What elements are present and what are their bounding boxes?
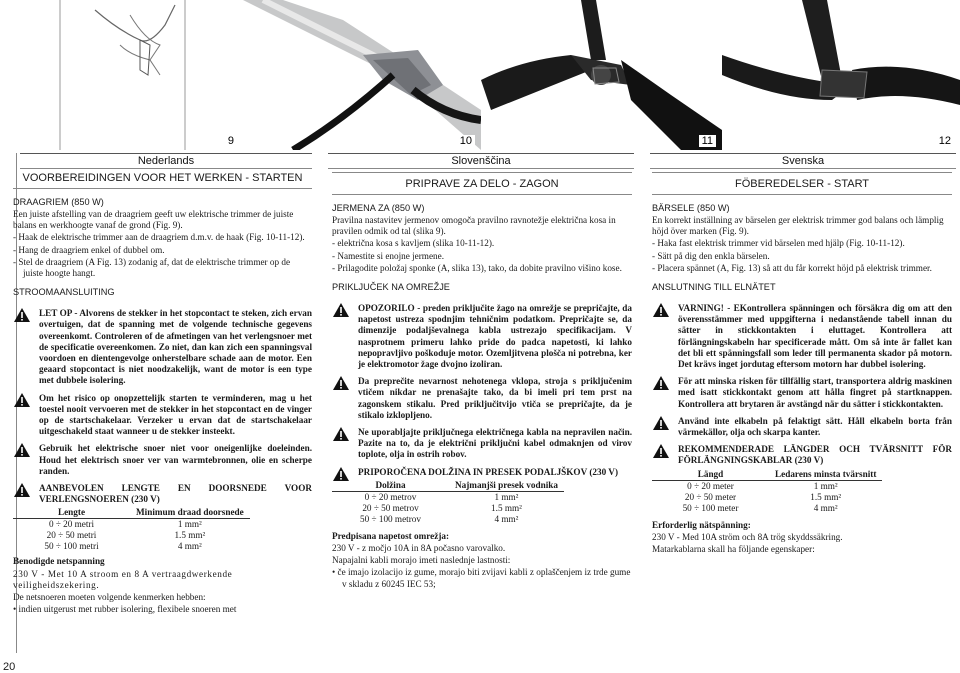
table-cell: 0 ÷ 20 metrov xyxy=(364,491,417,502)
harness-heading: BÄRSELE (850 W) xyxy=(652,203,730,213)
cable-table xyxy=(13,507,250,552)
table-row xyxy=(332,514,564,525)
figure-12-number: 12 xyxy=(936,135,954,147)
section-title: FÖBEREDELSER - START xyxy=(652,172,952,195)
table-cell: 50 ÷ 100 metri xyxy=(44,541,99,552)
voltage-text: 230 V - Med 10A ström och 8A trög skyddssäkring. xyxy=(652,531,843,542)
table-cell: 4 mm² xyxy=(494,513,519,524)
warning-icon xyxy=(14,483,30,497)
cable-table xyxy=(652,469,882,514)
power-heading: STROOMAANSLUITING xyxy=(13,287,115,298)
table-cell: 1 mm² xyxy=(813,480,838,491)
page-number: 20 xyxy=(3,661,16,673)
voltage-heading: Erforderlig nätspänning: xyxy=(652,519,751,530)
warning-block xyxy=(652,444,952,466)
figure-10-number: 10 xyxy=(457,135,475,147)
figure-12-photo xyxy=(722,0,960,150)
language-header-nederlands: Nederlands xyxy=(20,153,312,169)
power-heading: ANSLUTNING TILL ELNÄTET xyxy=(652,282,776,293)
table-cell: 50 ÷ 100 metrov xyxy=(360,513,421,524)
table-header: Ledarens minsta tvärsnitt xyxy=(769,469,882,481)
harness-step: - Haka fast elektrisk trimmer vid bärselen med hjälp (Fig. 10-11-12). xyxy=(652,238,905,249)
harness-step: - Prilagodite položaj sponke (A, slika 13), tako, da dobite pravilno višino kose. xyxy=(332,262,622,273)
section-title: VOORBEREIDINGEN VOOR HET WERKEN - STARTEN xyxy=(13,172,312,189)
column-nederlands xyxy=(13,172,312,616)
voltage-heading: Predpisana napetost omrežja: xyxy=(332,530,450,541)
warning-block xyxy=(13,443,312,477)
harness-step: - Stel de draagriem (A Fig. 13) zodanig af, dat de elektrische trimmer op de juiste hoogte hangt. xyxy=(13,256,291,279)
figure-10-photo xyxy=(243,0,481,150)
warning-text: OPOZORILO - preden priključite žago na omrežje se prepričajte, da napetost ustreza spodnjim tehničnim podatkom. Prepričajte se, da dimenzije podaljševalnega kabla ustrezajo specifikacijam. V nasprotnem primeru lahko pride do padca napetosti, ki lahko nepopravljivo poškoduje motor. Ozemljitvena plošča ni potrebna, ker je elektromotor žage dvojno izoliran. xyxy=(358,303,632,370)
cable-table xyxy=(332,480,564,525)
figure-9-photo xyxy=(0,0,243,150)
table-row xyxy=(332,503,564,514)
cable-bullet: • indien uitgerust met rubber isolering, flexibele snoeren met xyxy=(13,604,237,615)
harness-step: - Placera spännet (A, Fig. 13) så att du får korrekt höjd på elektrisk trimmer. xyxy=(652,262,932,273)
harness-step: - Namestite si enojne jermene. xyxy=(332,250,444,261)
warning-block xyxy=(652,416,952,438)
harness-step: - Hang de draagriem enkel of dubbel om. xyxy=(13,244,165,255)
warning-text: AANBEVOLEN LENGTE EN DOORSNEDE VOOR VERLENGSNOEREN (230 V) xyxy=(39,483,312,505)
harness-step: - Sätt på dig den enkla bärselen. xyxy=(652,250,770,261)
warning-block xyxy=(652,303,952,370)
section-title: PRIPRAVE ZA DELO - ZAGON xyxy=(332,172,632,195)
warning-icon xyxy=(14,308,30,322)
warning-icon xyxy=(333,467,349,481)
table-cell: 1.5 mm² xyxy=(810,491,842,502)
table-cell: 1.5 mm² xyxy=(491,502,522,513)
warning-icon xyxy=(653,376,669,390)
voltage-text: 230 V - z močjo 10A in 8A počasno varovalko. xyxy=(332,543,506,554)
table-header: Minimum draad doorsnede xyxy=(130,507,250,519)
cable-requirements: Matarkablarna skall ha följande egenskaper: xyxy=(652,544,815,555)
language-header-slovenscina: Slovenščina xyxy=(328,153,634,169)
warning-text: Ne uporabljajte priključnega električnega kabla na nepravilen način. Pazite na to, da je električni priključni kabel odmaknjen od virov toplote, olja in ostrih robov. xyxy=(358,427,632,460)
warning-block xyxy=(332,467,632,478)
warning-text: VARNING! - EKontrollera spänningen och försäkra dig om att den överensstämmer med uppgifterna i nedanstående tabell innan du sätter in stickkontakten i eluttaget. Kontrollera att förlängningskabeln har specificerade mått. Om så inte är fallet kan det bli ett spänningsfall som leder till permanenta skador på motorn. Det krävs inget jordutag eftersom motorn har dubbel isolering. xyxy=(678,303,952,370)
table-cell: 20 ÷ 50 meter xyxy=(684,491,737,502)
voltage-text: 230 V - Met 10 A stroom en 8 A vertraagdwerkende veiligheidszekering. xyxy=(13,568,233,590)
warning-icon xyxy=(333,427,349,441)
table-row xyxy=(13,519,250,531)
warning-icon xyxy=(653,416,669,430)
table-cell: 0 ÷ 20 metri xyxy=(48,519,95,530)
warning-block xyxy=(13,308,312,386)
warning-icon xyxy=(653,444,669,458)
warning-block xyxy=(332,376,632,421)
harness-heading: DRAAGRIEM (850 W) xyxy=(13,197,104,207)
cable-bullet: • če imajo izolacijo iz gume, morajo biti zvijavi kabli z oplaščenjem iz trde gume v skladu z 60245 IEC 53; xyxy=(332,567,631,589)
column-svenska xyxy=(652,172,952,556)
warning-text: LET OP - Alvorens de stekker in het stopcontact te steken, zich ervan overtuigen, dat de spanning met de volgende technische gegevens overeenkomt. Controleren of de afmetingen van het verlengsnoer met de specificatie overeenkomen. Zo niet, dan kan zich een spanningsval voordoen en dientengevolge onherstelbare schade aan de motor. Een geaard stopcontact is niet noodzakelijk, want de motor is een type met dubbele isolering. xyxy=(39,308,312,386)
voltage-heading: Benodigde netspanning xyxy=(13,556,105,567)
table-header: Najmanjši presek vodnika xyxy=(449,480,564,492)
table-cell: 4 mm² xyxy=(177,541,202,552)
column-slovenscina xyxy=(332,172,632,591)
figure-strip xyxy=(0,0,960,150)
warning-text: REKOMMENDERADE LÄNGDER OCH TVÄRSNITT FÖR FÖRLÄNGNINGSKABLAR (230 V) xyxy=(678,444,952,466)
warning-text: Använd inte elkabeln på felaktigt sätt. Håll elkabeln borta från värmekällor, olja och skarpa kanter. xyxy=(678,415,952,438)
table-header: Dolžina xyxy=(332,480,449,492)
table-row xyxy=(652,503,882,514)
warning-icon xyxy=(14,393,30,407)
table-row xyxy=(652,480,882,492)
power-heading: PRIKLJUČEK NA OMREŽJE xyxy=(332,282,450,293)
warning-block xyxy=(13,393,312,438)
harness-text: Een juiste afstelling van de draagriem geeft uw elektrische trimmer de juiste balans en werkhoogte vanaf de grond (Fig. 9). xyxy=(13,209,294,231)
table-cell: 1 mm² xyxy=(177,519,202,530)
table-header: Lengte xyxy=(13,507,130,519)
table-header: Längd xyxy=(652,469,769,481)
figure-11-number: 11 xyxy=(699,135,716,147)
language-header-svenska: Svenska xyxy=(650,153,956,169)
warning-text: Gebruik het elektrische snoer niet voor oneigenlijke doeleinden. Houd het elektrisch snoer ver van warmtebronnen, olie en scherpe randen. xyxy=(39,443,312,476)
table-row xyxy=(13,541,250,552)
warning-block xyxy=(13,483,312,505)
table-row xyxy=(13,530,250,541)
warning-icon xyxy=(14,443,30,457)
cable-requirements: Napajalni kabli morajo imeti naslednje lastnosti: xyxy=(332,555,511,566)
warning-block xyxy=(332,427,632,461)
table-cell: 20 ÷ 50 metrov xyxy=(362,502,419,513)
warning-block xyxy=(332,303,632,370)
figure-9-number: 9 xyxy=(225,135,237,147)
warning-icon xyxy=(653,303,669,317)
table-cell: 50 ÷ 100 meter xyxy=(682,502,739,513)
figure-11-photo xyxy=(481,0,722,150)
table-cell: 0 ÷ 20 meter xyxy=(687,480,734,491)
warning-icon xyxy=(333,376,349,390)
cable-requirements: De netsnoeren moeten volgende kenmerken hebben: xyxy=(13,592,206,603)
table-cell: 1.5 mm² xyxy=(174,530,206,541)
warning-icon xyxy=(333,303,349,317)
warning-text: För att minska risken för tillfällig start, transportera aldrig maskinen med isatt stickkontakt genom att hålla fingret på startknappen. Kontrollera att brytaren är avstängd när du sätter i stickkontakten. xyxy=(678,376,952,409)
table-row xyxy=(652,492,882,503)
table-cell: 20 ÷ 50 metri xyxy=(46,530,97,541)
warning-block xyxy=(652,376,952,410)
table-cell: 1 mm² xyxy=(494,491,519,502)
table-cell: 4 mm² xyxy=(813,502,838,513)
harness-text: Pravilna nastavitev jermenov omogoča pravilno ravnotežje električna kosa in pravilen odmik od tal (slika 9). xyxy=(332,215,616,237)
harness-text: En korrekt inställning av bärselen ger elektrisk trimmer god balans och lämplig höjd över marken (Fig. 9). xyxy=(652,215,944,237)
harness-step: - Haak de elektrische trimmer aan de draagriem d.m.v. de haak (Fig. 10-11-12). xyxy=(13,232,305,243)
warning-text: Da preprečite nevarnost nehotenega vklopa, stroja s priključenim vtičem nikdar ne prenašajte tako, da bi imeli pri tem prst na zagonskem stikalu. Pred priključitvijo vtiča se prepričajte, da je stikalo izklopljeno. xyxy=(358,376,632,420)
table-row xyxy=(332,491,564,503)
warning-text: PRIPOROČENA DOLŽINA IN PRESEK PODALJŠKOV (230 V) xyxy=(358,466,619,477)
harness-heading: JERMENA ZA (850 W) xyxy=(332,203,425,213)
warning-text: Om het risico op onopzettelijk starten te verminderen, mag u het toestel nooit vervoeren met de stekker in het stopcontact en de vinger op de startschakelaar. Verzeker u ervan dat de startschakelaar uitgeschakeld staat wanneer u de stekker insteekt. xyxy=(39,392,312,437)
harness-step: - električna kosa s kavljem (slika 10-11-12). xyxy=(332,238,495,249)
